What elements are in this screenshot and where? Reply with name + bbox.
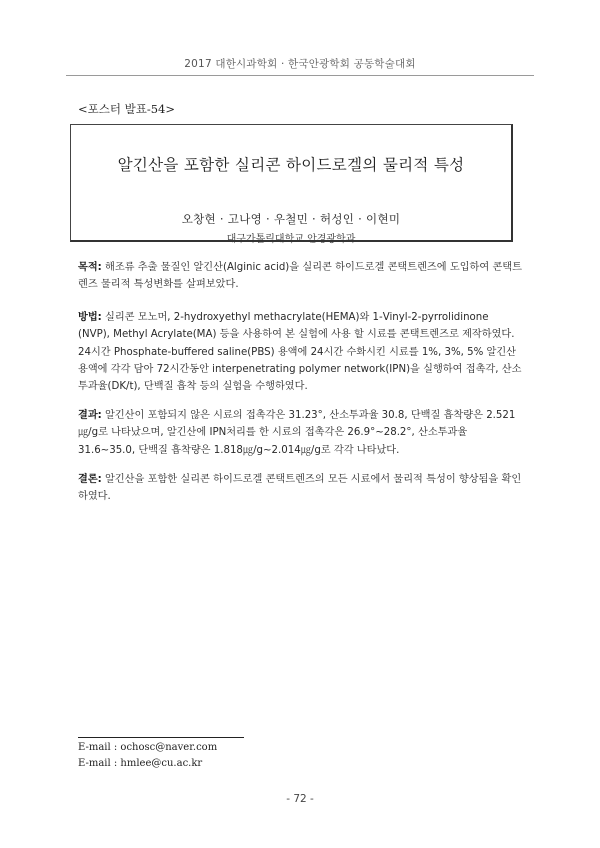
purpose-label: 목적: <box>78 262 102 273</box>
results-section <box>78 407 522 459</box>
author-list: 오창현 · 고나영 · 우철민 · 허성인 · 이현미 <box>181 212 401 226</box>
poster-tag: <포스터 발표-54> <box>78 102 175 116</box>
header-divider <box>66 75 534 76</box>
conclusion-text: 알긴산을 포함한 실리콘 하이드로겔 콘택트렌즈의 모든 시료에서 물리적 특성이 향상됨을 확인하였다. <box>78 474 522 503</box>
footnote-divider <box>78 737 244 738</box>
paper-title: 알긴산을 포함한 실리콘 하이드로겔의 물리적 특성 <box>117 156 465 174</box>
results-label: 결과: <box>78 410 102 421</box>
conclusion-label: 결론: <box>78 474 102 485</box>
affiliation: 대구가톨릭대학교 안경광학과 <box>226 234 356 245</box>
email-line: E-mail : hmlee@cu.ac.kr <box>78 758 203 769</box>
purpose-section <box>78 259 522 294</box>
purpose-text: 해조류 추출 물질인 알긴산(Alginic acid)을 실리콘 하이드로겔 콘택트렌즈에 도입하여 콘택트렌즈 물리적 특성변화를 살펴보았다. <box>78 262 522 291</box>
conclusion-section <box>78 471 522 506</box>
email-line: E-mail : ochosc@naver.com <box>78 742 218 753</box>
methods-text: 실리콘 모노머, 2-hydroxyethyl methacrylate(HEMA)와 1-Vinyl-2-pyrrolidinone (NVP), Methyl Acrylate(MA) 등을 사용하여 본 실험에 사용 할 시료를 콘택트렌즈로 제작하였다. 24시간 Phosphate-buffered saline(PBS) 용액에 24시간 수화시킨 시료를 1%, 3%, 5% 알긴산 용액에 각각 담아 72시간동안 interpenetrating polymer network(IPN)을 실행하여 접촉각, 산소투과율(DK/t), 단백질 흡착 등의 실험을 수행하였다. <box>78 312 522 393</box>
methods-section <box>78 309 522 395</box>
title-box <box>70 124 513 245</box>
methods-label: 방법: <box>78 312 102 323</box>
results-text: 알긴산이 포함되지 않은 시료의 접촉각은 31.23°, 산소투과율 30.8, 단백질 흡착량은 2.521㎍/g로 나타났으며, 알긴산에 IPN처리를 한 시료의 접촉각은 26.9°~28.2°, 산소투과율 31.6~35.0, 단백질 흡착량은 1.818㎍/g~2.014㎍/g로 각각 나타났다. <box>78 410 516 456</box>
conference-header: 2017 대한시과학회 · 한국안광학회 공동학술대회 <box>184 58 416 70</box>
page-number: - 72 - <box>286 793 314 805</box>
